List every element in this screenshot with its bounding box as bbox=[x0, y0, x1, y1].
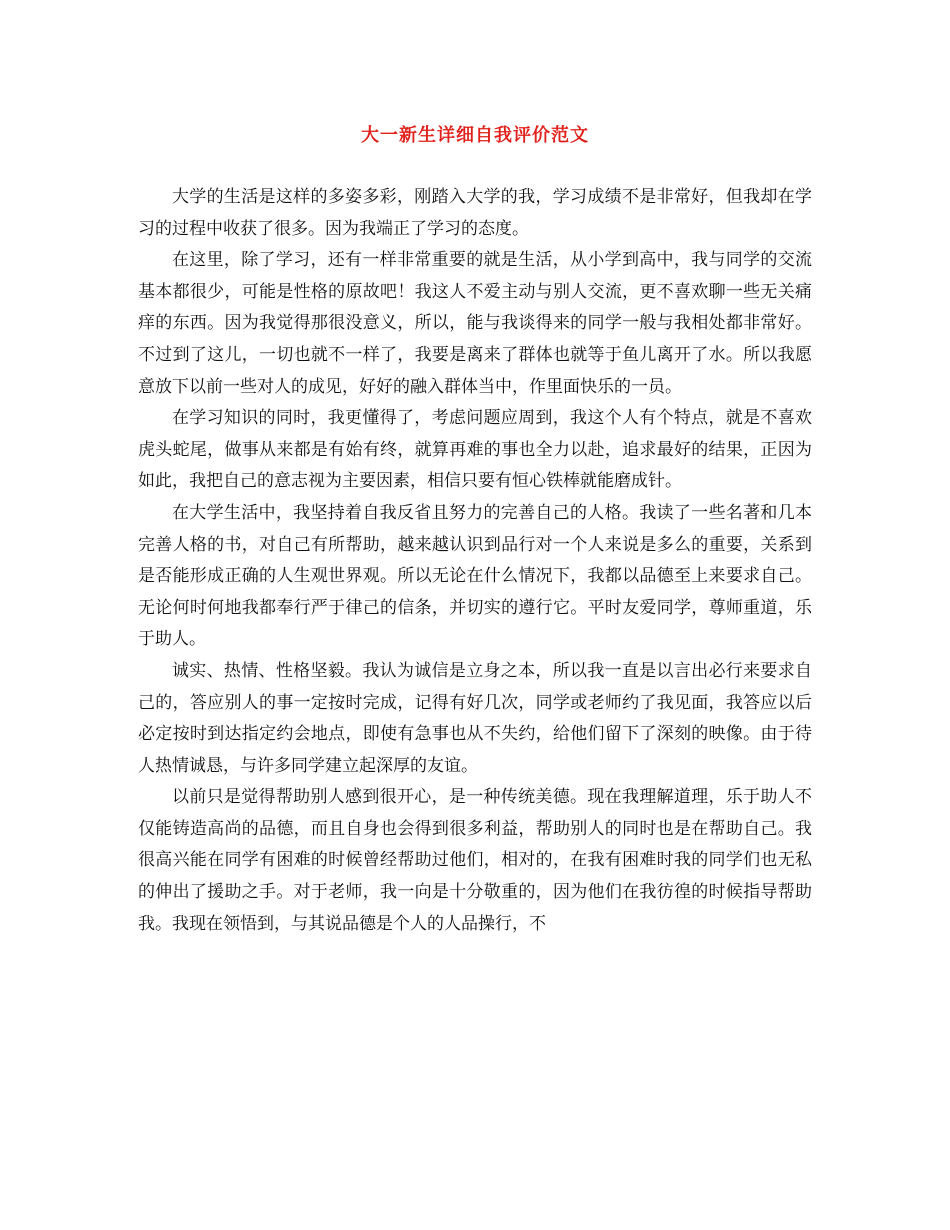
paragraph-1: 大学的生活是这样的多姿多彩，刚踏入大学的我，学习成绩不是非常好，但我却在学习的过程中收获了很多。因为我端正了学习的态度。 bbox=[138, 187, 812, 239]
paragraph-6: 以前只是觉得帮助别人感到很开心，是一种传统美德。现在我理解道理，乐于助人不仅能铸造高尚的品德，而且自身也会得到很多利益，帮助别人的同时也是在帮助自己。我很高兴能在同学有困难的时候曾经帮助过他们，相对的，在我有困难时我的同学们也无私的伸出了援助之手。对于老师，我一向是十分敬重的，因为他们在我彷徨的时候指导帮助我。我现在领悟到，与其说品德是个人的人品操行，不 bbox=[138, 787, 812, 934]
paragraph-2: 在这里，除了学习，还有一样非常重要的就是生活，从小学到高中，我与同学的交流基本都很少，可能是性格的原故吧！我这人不爱主动与别人交流，更不喜欢聊一些无关痛痒的东西。因为我觉得那很没意义，所以，能与我谈得来的同学一般与我相处都非常好。不过到了这儿，一切也就不一样了，我要是离来了群体也就等于鱼儿离开了水。所以我愿意放下以前一些对人的成见，好好的融入群体当中，作里面快乐的一员。 bbox=[138, 250, 812, 397]
document-title: 大一新生详细自我评价范文 bbox=[361, 125, 589, 146]
paragraph-3: 在学习知识的同时，我更懂得了，考虑问题应周到，我这个人有个特点，就是不喜欢虎头蛇尾，做事从来都是有始有终，就算再难的事也全力以赴，追求最好的结果，正因为如此，我把自己的意志视为主要因素，相信只要有恒心铁棒就能磨成针。 bbox=[138, 408, 812, 492]
paragraph-5: 诚实、热情、性格坚毅。我认为诚信是立身之本，所以我一直是以言出必行来要求自己的，答应别人的事一定按时完成，记得有好几次，同学或老师约了我见面，我答应以后必定按时到达指定约会地点，即使有急事也从不失约，给他们留下了深刻的映像。由于待人热情诚恳，与许多同学建立起深厚的友谊。 bbox=[138, 660, 812, 776]
document-body bbox=[138, 182, 812, 940]
paragraph-4: 在大学生活中，我坚持着自我反省且努力的完善自己的人格。我读了一些名著和几本完善人格的书，对自己有所帮助，越来越认识到品行对一个人来说是多么的重要，关系到是否能形成正确的人生观世界观。所以无论在什么情况下，我都以品德至上来要求自己。无论何时何地我都奉行严于律己的信条，并切实的遵行它。平时友爱同学，尊师重道，乐于助人。 bbox=[138, 502, 812, 650]
